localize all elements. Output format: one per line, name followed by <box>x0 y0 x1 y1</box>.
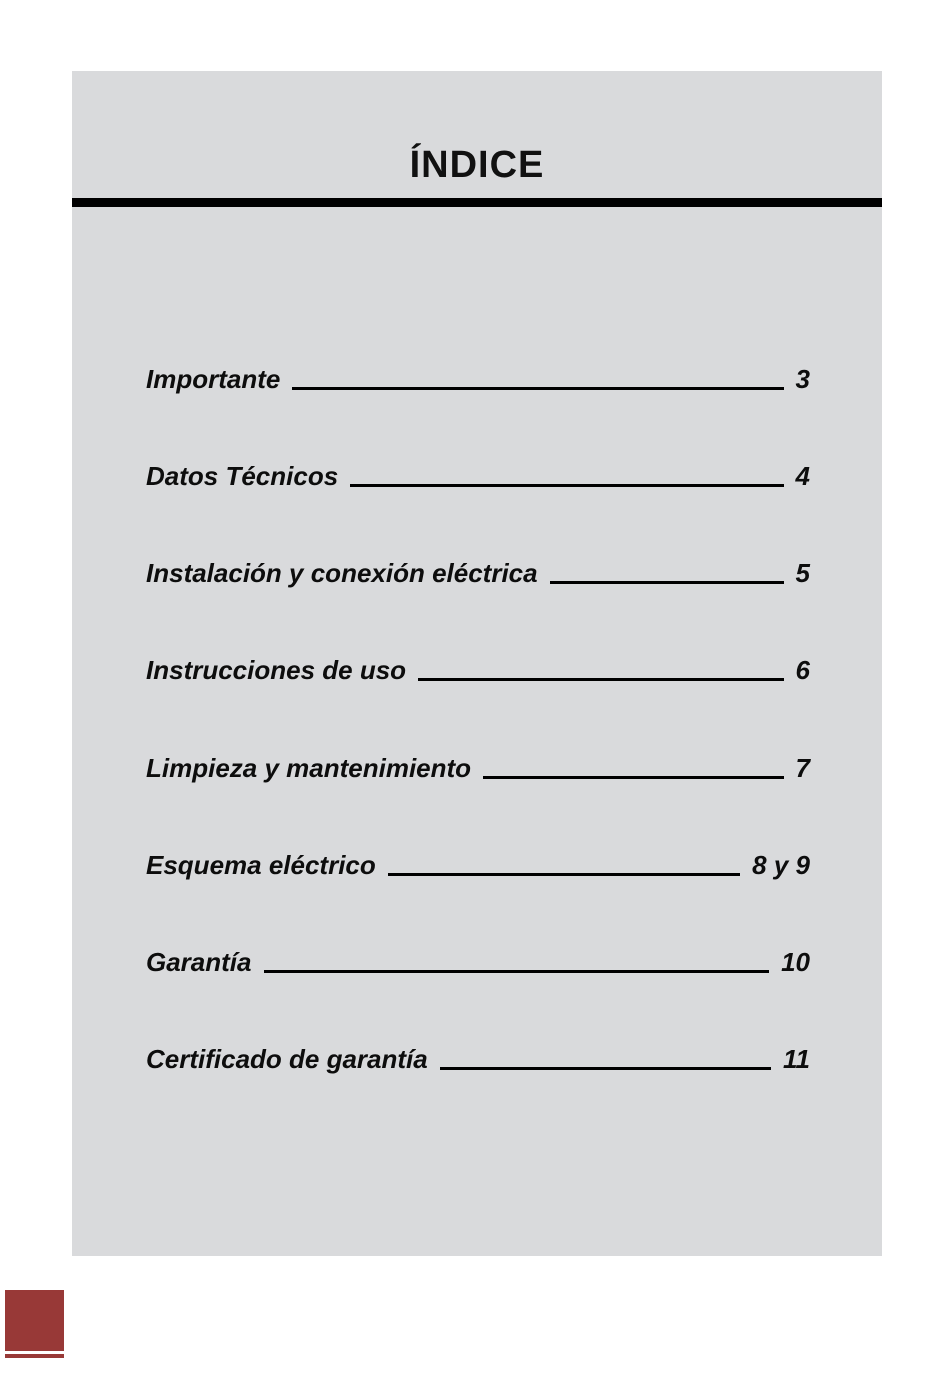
toc-entry-instalacion[interactable] <box>146 554 810 590</box>
toc-entry-label: Garantía <box>146 947 252 977</box>
toc-leader-line <box>440 1067 771 1070</box>
toc-leader-line <box>418 678 783 681</box>
toc-page-number: 3 <box>795 364 810 394</box>
toc-entry-label: Limpieza y mantenimiento <box>146 753 472 783</box>
toc-entry-label: Importante <box>146 364 281 394</box>
toc-page-number: 4 <box>795 461 810 491</box>
toc-leader-line <box>483 776 783 779</box>
toc-page-number: 6 <box>795 655 810 685</box>
corner-accent-block <box>5 1290 64 1351</box>
toc-leader-line <box>550 581 784 584</box>
toc-leader-line <box>292 387 783 390</box>
toc-entry-instrucciones[interactable] <box>146 651 810 687</box>
toc-entry-label: Instalación y conexión eléctrica <box>146 558 538 588</box>
toc-page-number: 11 <box>783 1044 810 1074</box>
toc-page-number: 7 <box>795 753 810 783</box>
toc-entry-label: Esquema eléctrico <box>146 850 376 880</box>
toc-leader-line <box>264 970 770 973</box>
toc-entry-importante[interactable] <box>146 360 810 396</box>
index-panel <box>72 71 882 1256</box>
title-divider <box>72 198 882 207</box>
toc-entry-label: Datos Técnicos <box>146 461 339 491</box>
toc-entry-label: Instrucciones de uso <box>146 655 407 685</box>
toc-entry-esquema[interactable] <box>146 846 810 882</box>
toc-page-number: 8 y 9 <box>752 850 810 880</box>
toc-entry-label: Certificado de garantía <box>146 1044 428 1074</box>
toc-entry-limpieza[interactable] <box>146 749 810 785</box>
toc-page-number: 10 <box>781 947 810 977</box>
toc-leader-line <box>388 873 740 876</box>
toc-entry-datos-tecnicos[interactable] <box>146 457 810 493</box>
toc-leader-line <box>350 484 783 487</box>
corner-accent-rule <box>5 1354 64 1358</box>
toc-entry-certificado[interactable] <box>146 1040 810 1076</box>
toc-entry-garantia[interactable] <box>146 943 810 979</box>
toc-page-number: 5 <box>795 558 810 588</box>
page-title: ÍNDICE <box>409 144 545 186</box>
